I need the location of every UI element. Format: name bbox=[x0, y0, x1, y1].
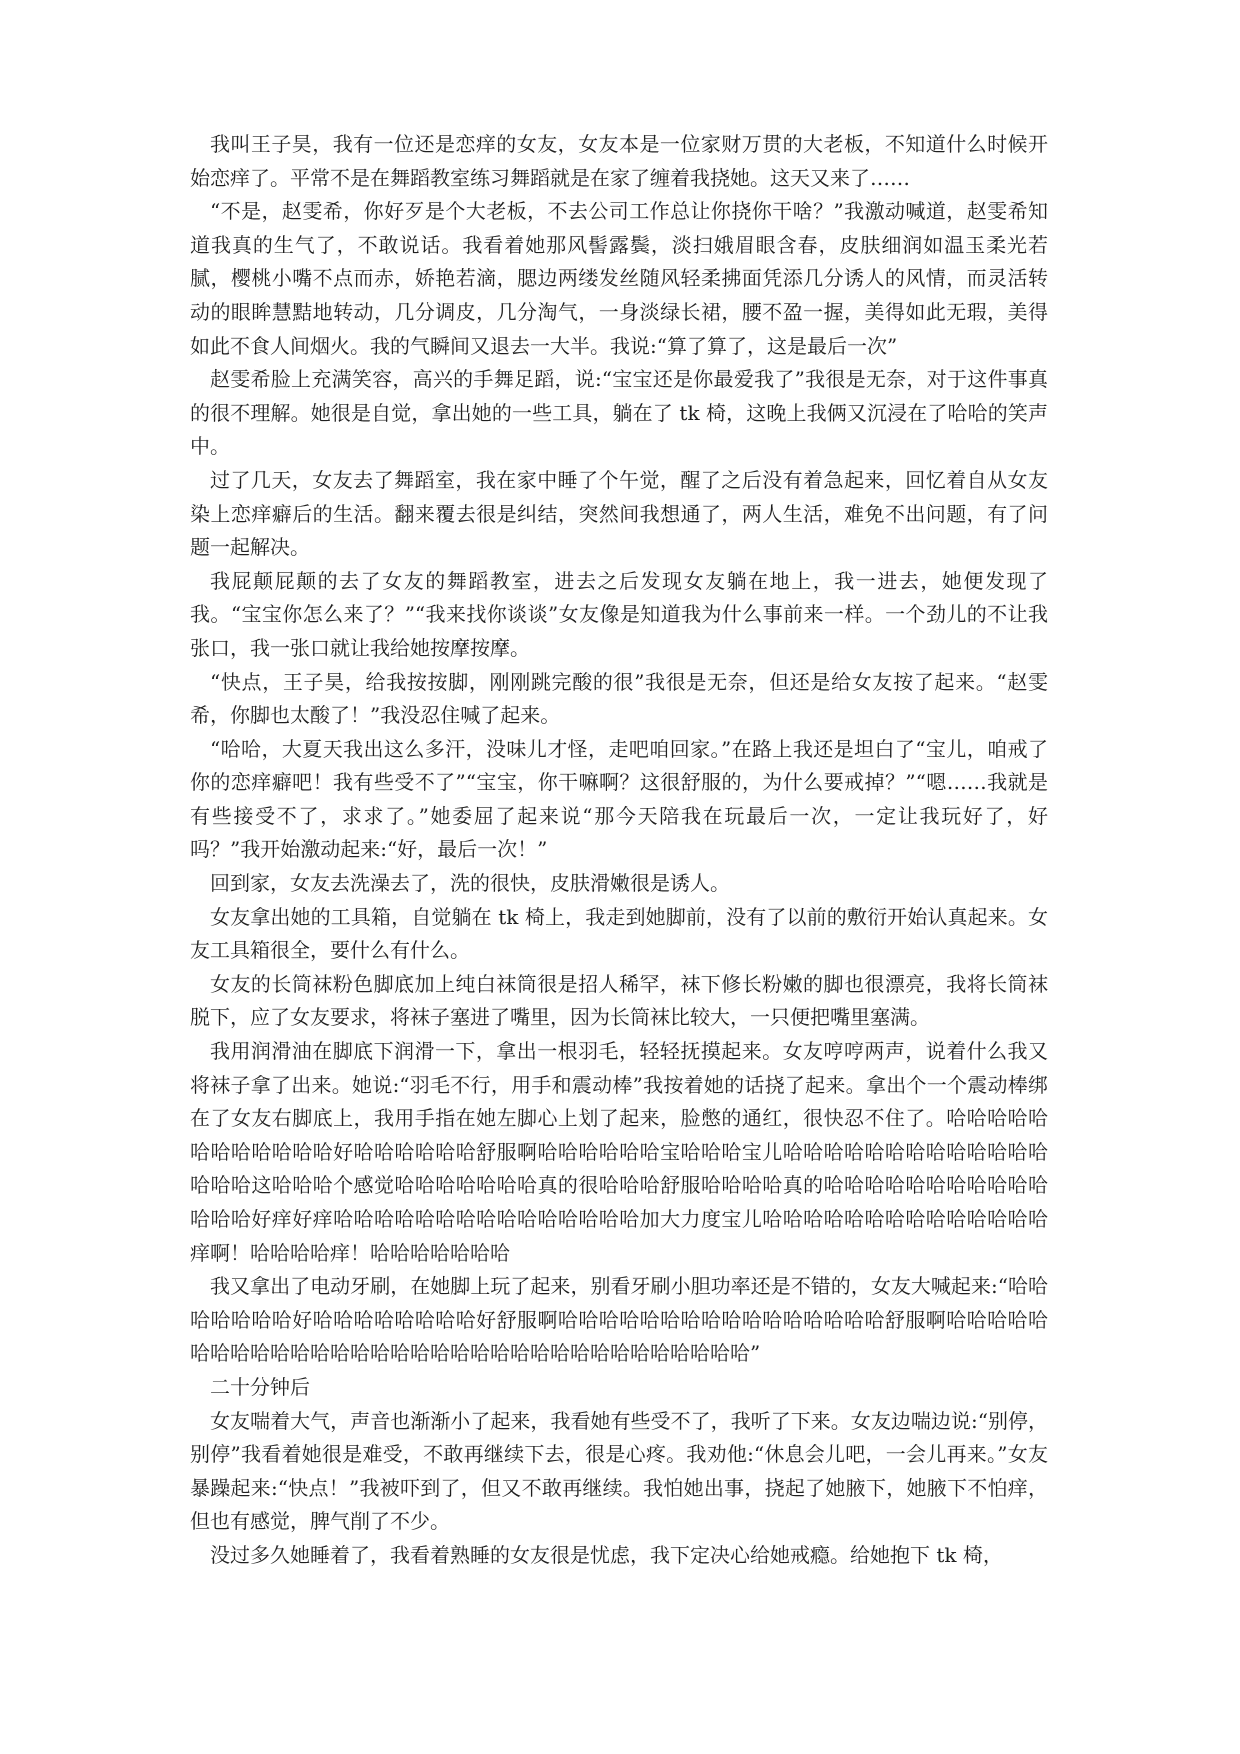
paragraph: 回到家，女友去洗澡去了，洗的很快，皮肤滑嫩很是诱人。 bbox=[210, 871, 730, 896]
paragraph: 我屁颠屁颠的去了女友的舞蹈教室，进去之后发现女友躺在地上，我一进去，她便发现了我。“宝宝你怎么来了？”“我来找你谈谈”女友像是知道我为什么事前来一样。一个劲儿的不让我张口，我一张口就让我给她按摩按摩。 bbox=[190, 568, 1048, 660]
paragraph: “哈哈，大夏天我出这么多汗，没味儿才怪，走吧咱回家。”在路上我还是坦白了“宝儿，咱戒了你的恋痒癖吧！我有些受不了”“宝宝，你干嘛啊？这很舒服的，为什么要戒掉？”“嗯……我就是有些接受不了，求求了。”她委屈了起来说“那今天陪我在玩最后一次，一定让我玩好了，好吗？”我开始激动起来:“好，最后一次！” bbox=[190, 736, 1048, 862]
paragraph: 我又拿出了电动牙刷，在她脚上玩了起来，别看牙刷小胆功率还是不错的，女友大喊起来:“哈哈哈哈哈哈哈好哈哈哈哈哈哈哈哈好舒服啊哈哈哈哈哈哈哈哈哈哈哈哈哈哈哈哈舒服啊哈哈哈哈哈哈哈哈哈哈哈哈哈哈哈哈哈哈哈哈哈哈哈哈哈哈哈哈哈哈哈哈哈” bbox=[190, 1274, 1048, 1366]
document-body bbox=[190, 128, 1048, 1573]
paragraph: 女友喘着大气，声音也渐渐小了起来，我看她有些受不了，我听了下来。女友边喘边说:“别停，别停”我看着她很是难受，不敢再继续下去，很是心疼。我劝他:“休息会儿吧，一会儿再来。”女友暴躁起来:“快点！”我被吓到了，但又不敢再继续。我怕她出事，挠起了她腋下，她腋下不怕痒，但也有感觉，脾气削了不少。 bbox=[190, 1408, 1048, 1534]
paragraph: 我叫王子昊，我有一位还是恋痒的女友，女友本是一位家财万贯的大老板，不知道什么时候开始恋痒了。平常不是在舞蹈教室练习舞蹈就是在家了缠着我挠她。这天又来了…… bbox=[190, 132, 1048, 190]
paragraph: 我用润滑油在脚底下润滑一下，拿出一根羽毛，轻轻抚摸起来。女友哼哼两声，说着什么我又将袜子拿了出来。她说:“羽毛不行，用手和震动棒”我按着她的话挠了起来。拿出个一个震动棒绑在了女友右脚底上，我用手指在她左脚心上划了起来，脸憋的通红，很快忍不住了。哈哈哈哈哈哈哈哈哈哈哈哈好哈哈哈哈哈哈舒服啊哈哈哈哈哈哈宝哈哈哈宝儿哈哈哈哈哈哈哈哈哈哈哈哈哈哈哈哈这哈哈哈个感觉哈哈哈哈哈哈哈真的很哈哈哈舒服哈哈哈哈真的哈哈哈哈哈哈哈哈哈哈哈哈哈哈好痒好痒哈哈哈哈哈哈哈哈哈哈哈哈哈哈哈加大力度宝儿哈哈哈哈哈哈哈哈哈哈哈哈哈哈痒啊！哈哈哈哈痒！哈哈哈哈哈哈哈 bbox=[190, 1039, 1048, 1265]
paragraph: 女友拿出她的工具箱，自觉躺在 tk 椅上，我走到她脚前，没有了以前的敷衍开始认真起来。女友工具箱很全，要什么有什么。 bbox=[190, 904, 1048, 963]
paragraph: 二十分钟后 bbox=[210, 1374, 310, 1399]
paragraph: “不是，赵雯希，你好歹是个大老板，不去公司工作总让你挠你干啥？”我激动喊道，赵雯希知道我真的生气了，不敢说话。我看着她那风髻露鬓，淡扫娥眉眼含春，皮肤细润如温玉柔光若腻，樱桃小嘴不点而赤，娇艳若滴，腮边两缕发丝随风轻柔拂面凭添几分诱人的风情，而灵活转动的眼眸慧黠地转动，几分调皮，几分淘气，一身淡绿长裙，腰不盈一握，美得如此无瑕，美得如此不食人间烟火。我的气瞬间又退去一大半。我说:“算了算了，这是最后一次” bbox=[190, 199, 1048, 358]
paragraph: 女友的长筒袜粉色脚底加上纯白袜筒很是招人稀罕，袜下修长粉嫩的脚也很漂亮，我将长筒袜脱下，应了女友要求，将袜子塞进了嘴里，因为长筒袜比较大，一只便把嘴里塞满。 bbox=[190, 971, 1048, 1030]
paragraph: 过了几天，女友去了舞蹈室，我在家中睡了个午觉，醒了之后没有着急起来，回忆着自从女友染上恋痒癖后的生活。翻来覆去很是纠结，突然间我想通了，两人生活，难免不出问题，有了问题一起解决。 bbox=[190, 467, 1048, 560]
paragraph: 赵雯希脸上充满笑容，高兴的手舞足蹈，说:“宝宝还是你最爱我了”我很是无奈，对于这件事真的很不理解。她很是自觉，拿出她的一些工具，躺在了 tk 椅，这晚上我俩又沉浸在了哈哈的笑声中。 bbox=[190, 367, 1048, 459]
paragraph: “快点，王子昊，给我按按脚，刚刚跳完酸的很”我很是无奈，但还是给女友按了起来。“赵雯希，你脚也太酸了！”我没忍住喊了起来。 bbox=[190, 669, 1048, 728]
paragraph: 没过多久她睡着了，我看着熟睡的女友很是忧虑，我下定决心给她戒瘾。给她抱下 tk 椅， bbox=[210, 1542, 1003, 1567]
